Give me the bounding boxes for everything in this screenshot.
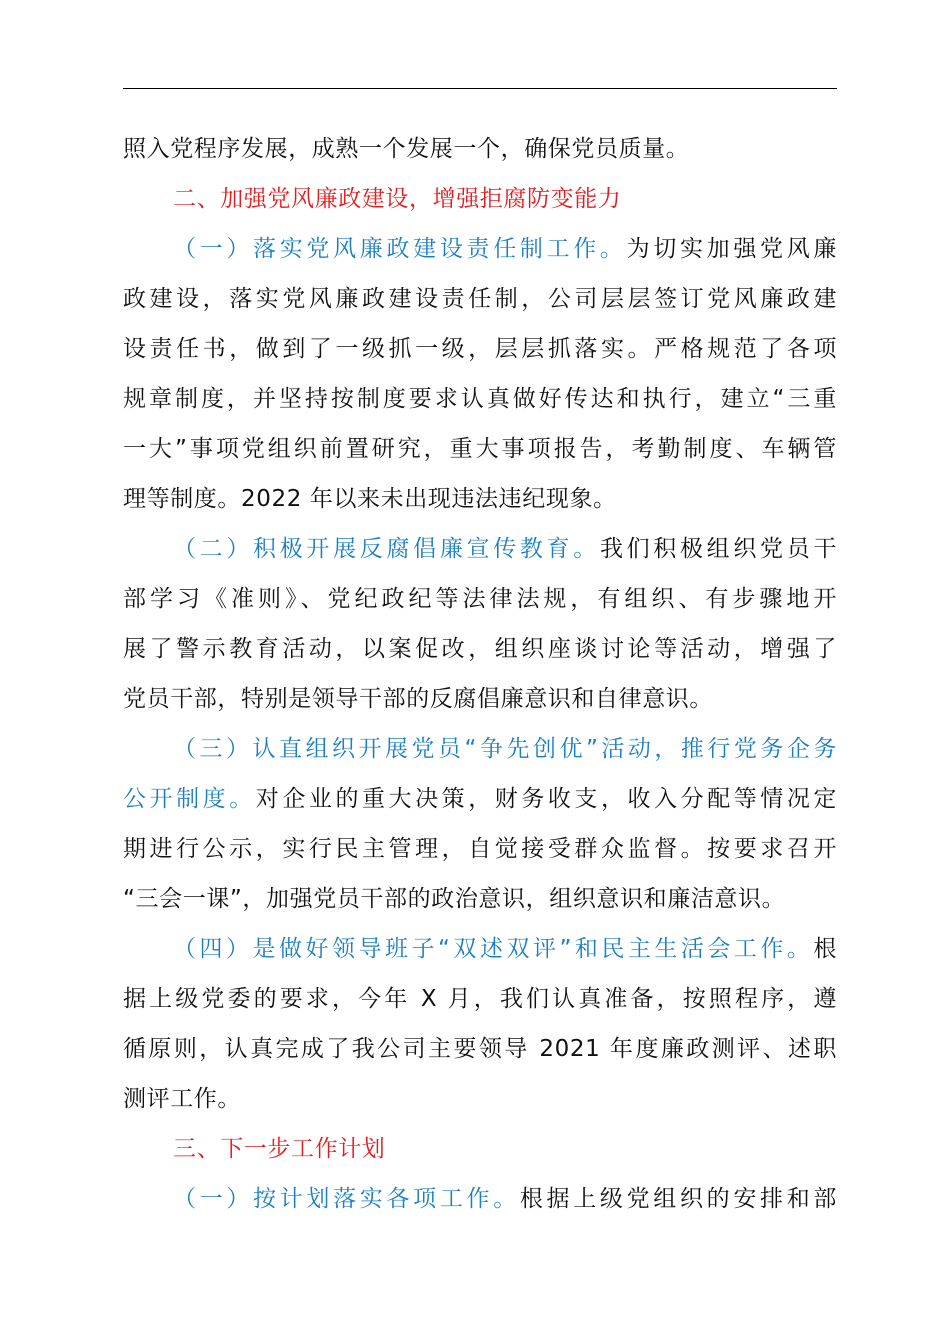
body-text: 根据上级党组织的安排和部 <box>519 1186 837 1212</box>
paragraph-3-line-2 <box>123 774 837 824</box>
body-text: 根 <box>813 936 837 962</box>
subheading-4: （四）是做好领导班子“双述双评”和民主生活会工作。 <box>173 936 814 962</box>
section-heading-2: 二、加强党风廉政建设，增强拒腐防变能力 <box>173 186 622 212</box>
subheading-3-tail: 公开制度。 <box>123 786 256 812</box>
body-line: 循原则，认真完成了我公司主要领导 2021 年度廉政测评、述职 <box>123 1036 837 1062</box>
subheading-2: （二）积极开展反腐倡廉宣传教育。 <box>173 536 600 562</box>
body-text: 我们积极组织党员干 <box>599 536 837 562</box>
body-line: 照入党程序发展，成熟一个发展一个，确保党员质量。 <box>123 136 690 162</box>
subheading-3: （三）认直组织开展党员“争先创优”活动，推行党务企务 <box>173 736 837 762</box>
body-line: 理等制度。2022 年以来未出现违法违纪现象。 <box>123 486 617 512</box>
body-line: “三会一课”，加强党员干部的政治意识，组织意识和廉洁意识。 <box>123 886 786 912</box>
body-line: 一大”事项党组织前置研究，重大事项报告，考勤制度、车辆管 <box>123 436 837 462</box>
subheading-1: （一）落实党风廉政建设责任制工作。 <box>173 236 627 262</box>
body-line: 期进行公示，实行民主管理，自觉接受群众监督。按要求召开 <box>123 836 837 862</box>
body-line: 部学习《准则》、党纪政纪等法律法规，有组织、有步骤地开 <box>123 586 837 612</box>
paragraph-2-line-1 <box>123 524 837 574</box>
body-text: 对企业的重大决策，财务收支，收入分配等情况定 <box>255 786 838 812</box>
subheading-5: （一）按计划落实各项工作。 <box>173 1186 520 1212</box>
body-line: 据上级党委的要求，今年 X 月，我们认真准备，按照程序，遵 <box>123 986 837 1012</box>
body-text: 为切实加强党风廉 <box>626 236 837 262</box>
body-line: 设责任书，做到了一级抓一级，层层抓落实。严格规范了各项 <box>123 336 837 362</box>
section-heading-3: 三、下一步工作计划 <box>173 1136 386 1162</box>
body-line: 规章制度，并坚持按制度要求认真做好传达和执行，建立“三重 <box>123 386 837 412</box>
document-body <box>123 124 837 1224</box>
body-line: 党员干部，特别是领导干部的反腐倡廉意识和自律意识。 <box>123 686 713 712</box>
body-line: 政建设，落实党风廉政建设责任制，公司层层签订党风廉政建 <box>123 286 837 312</box>
body-line: 展了警示教育活动，以案促改，组织座谈讨论等活动，增强了 <box>123 636 837 662</box>
paragraph-1-line-1 <box>123 224 837 274</box>
header-rule <box>123 88 837 89</box>
paragraph-4-line-1 <box>123 924 837 974</box>
body-line: 测评工作。 <box>123 1086 241 1112</box>
paragraph-5-line-1 <box>123 1174 837 1224</box>
